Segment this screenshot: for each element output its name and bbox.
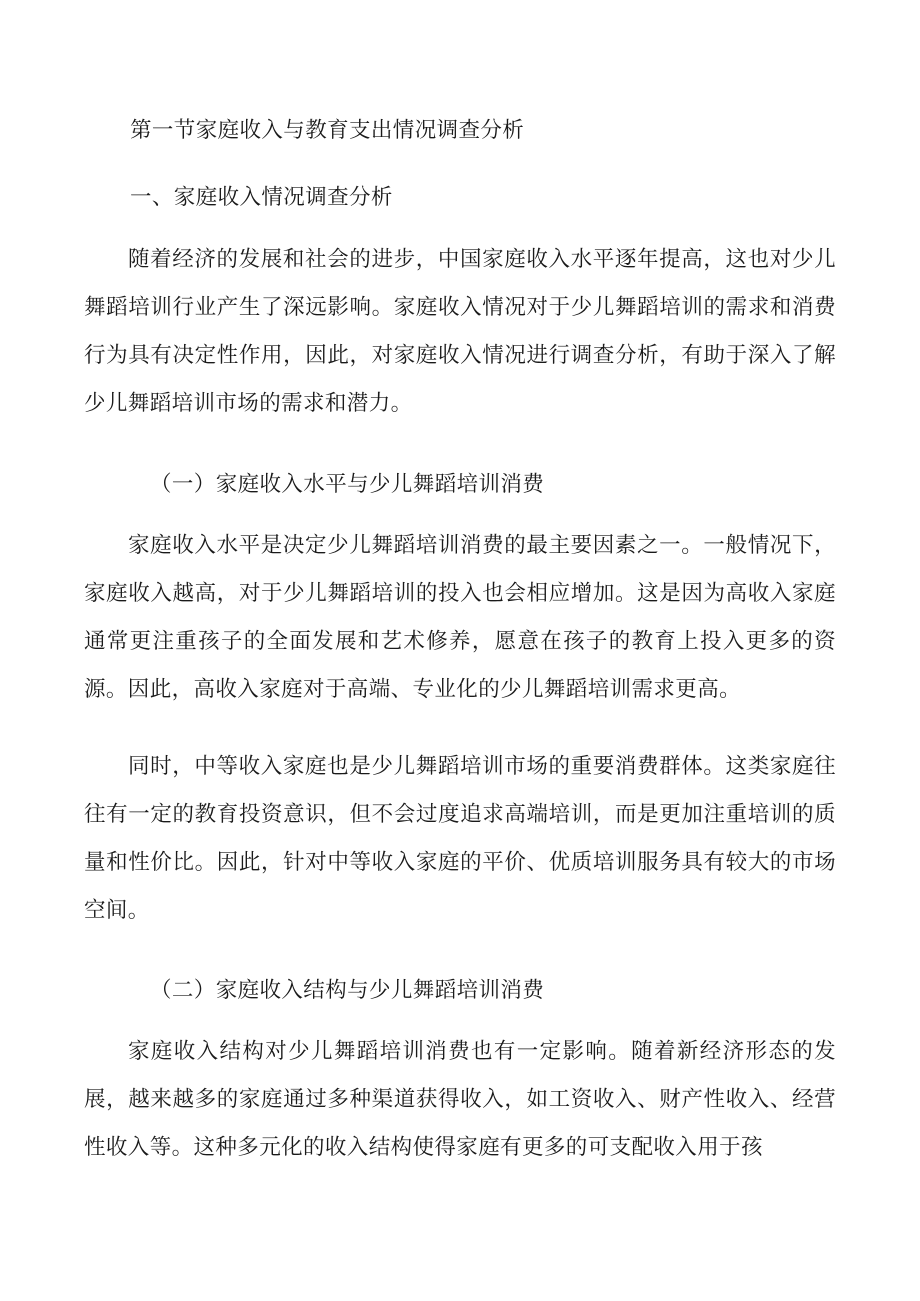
subsection-title: 一、家庭收入情况调查分析 bbox=[130, 185, 393, 210]
part-1-title: （一）家庭收入水平与少儿舞蹈培训消费 bbox=[150, 472, 545, 497]
part-1-paragraph-1: 家庭收入水平是决定少儿舞蹈培训消费的最主要因素之一。一般情况下，家庭收入越高，对于少儿舞蹈培训的投入也会相应增加。这是因为高收入家庭通常更注重孩子的全面发展和艺术修养，愿意在孩子的教育上投入更多的资源。因此，高收入家庭对于高端、专业化的少儿舞蹈培训需求更高。 bbox=[84, 533, 836, 702]
part-1-paragraph-2: 同时，中等收入家庭也是少儿舞蹈培训市场的重要消费群体。这类家庭往往有一定的教育投资意识，但不会过度追求高端培训，而是更加注重培训的质量和性价比。因此，针对中等收入家庭的平价、优质培训服务具有较大的市场空间。 bbox=[84, 754, 836, 923]
section-title: 第一节家庭收入与教育支出情况调查分析 bbox=[130, 118, 525, 143]
part-2-paragraph-1: 家庭收入结构对少儿舞蹈培训消费也有一定影响。随着新经济形态的发展，越来越多的家庭通过多种渠道获得收入，如工资收入、财产性收入、经营性收入等。这种多元化的收入结构使得家庭有更多的可支配收入用于孩 bbox=[84, 1039, 836, 1160]
intro-paragraph: 随着经济的发展和社会的进步，中国家庭收入水平逐年提高，这也对少儿舞蹈培训行业产生了深远影响。家庭收入情况对于少儿舞蹈培训的需求和消费行为具有决定性作用，因此，对家庭收入情况进行调查分析，有助于深入了解少儿舞蹈培训市场的需求和潜力。 bbox=[84, 247, 836, 416]
part-2-title: （二）家庭收入结构与少儿舞蹈培训消费 bbox=[150, 978, 545, 1003]
